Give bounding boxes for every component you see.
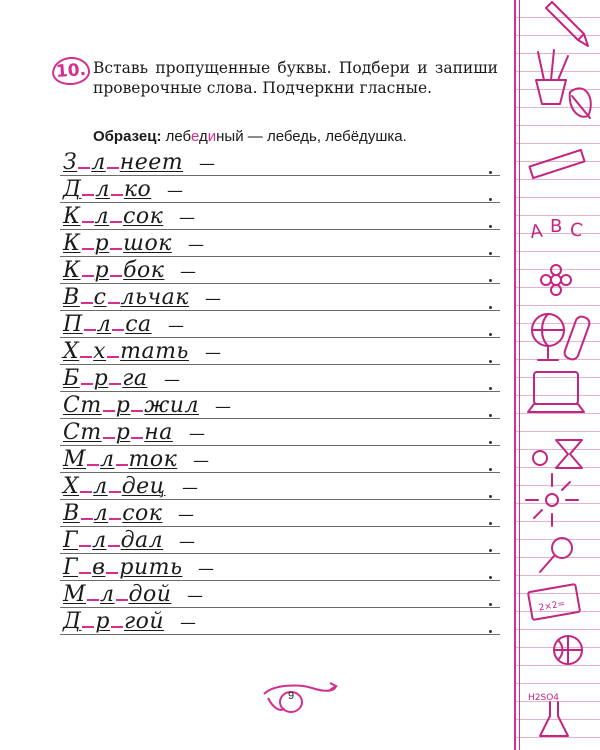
missing-letter-gap[interactable] (107, 356, 119, 358)
leaf-icon (570, 88, 591, 118)
missing-letter-gap[interactable] (111, 194, 123, 196)
missing-letter-gap[interactable] (82, 626, 94, 628)
word-with-gaps: М л ток (63, 447, 178, 472)
globe-icon (532, 314, 564, 360)
missing-letter-gap[interactable] (81, 518, 93, 520)
missing-letter-gap[interactable] (103, 437, 115, 439)
row-dash: — (179, 208, 195, 227)
svg-text:A: A (528, 220, 544, 244)
pencil-cup-icon (536, 50, 568, 104)
missing-letter-gap[interactable] (87, 599, 99, 601)
flower-icon (526, 474, 578, 526)
missing-letter-gap[interactable] (80, 356, 92, 358)
magnifier-icon (540, 538, 572, 572)
exercise-rows (60, 152, 500, 638)
missing-letter-gap[interactable] (116, 599, 128, 601)
word-with-gaps: Г в рить (63, 555, 183, 580)
hourglass-icon (533, 440, 582, 468)
word-with-gaps: П л са (63, 312, 152, 337)
word-with-gaps: Ст р жил (63, 393, 199, 418)
missing-letter-gap[interactable] (84, 329, 96, 331)
missing-letter-gap[interactable] (131, 437, 143, 439)
exercise-row (60, 314, 500, 341)
missing-letter-gap[interactable] (87, 464, 99, 466)
line-end-dot (489, 576, 492, 579)
row-dash: — (205, 343, 221, 362)
svg-text:C: C (568, 218, 584, 242)
ruler-icon (529, 150, 584, 178)
exercise-row (60, 449, 500, 476)
exercise-row (60, 287, 500, 314)
exercise-row (60, 368, 500, 395)
missing-letter-gap[interactable] (108, 545, 120, 547)
word-with-gaps: Х л дец (63, 474, 166, 499)
missing-letter-gap[interactable] (109, 518, 121, 520)
row-dash: — (205, 289, 221, 308)
chalkboard-text: 2×2= (538, 599, 566, 614)
laptop-icon (528, 372, 584, 412)
line-end-dot (489, 360, 492, 363)
word-with-gaps: Х х тать (63, 339, 189, 364)
sample-word: лебединый (165, 128, 244, 145)
line-end-dot (489, 198, 492, 201)
line-end-dot (489, 279, 492, 282)
page-number-block (260, 680, 340, 720)
exercise-row (60, 557, 500, 584)
word-with-gaps: З л неет (63, 150, 184, 175)
missing-letter-gap[interactable] (80, 491, 92, 493)
chalkboard-icon (528, 584, 580, 620)
exercise-row (60, 395, 500, 422)
missing-letter-gap[interactable] (110, 248, 122, 250)
row-dash: — (180, 262, 196, 281)
sample-check-words: лебедь, лебёдушка. (266, 128, 407, 145)
word-with-gaps: К л сок (63, 204, 164, 229)
exercise-row (60, 422, 500, 449)
row-dash: — (168, 316, 184, 335)
word-with-gaps: Г л дал (63, 528, 164, 553)
missing-letter-gap[interactable] (116, 464, 128, 466)
word-with-gaps: Б р га (63, 366, 148, 391)
exercise-row (60, 530, 500, 557)
missing-letter-gap[interactable] (131, 410, 143, 412)
doodle-strip (514, 0, 600, 750)
exercise-row (60, 206, 500, 233)
exercise-row (60, 611, 500, 638)
line-end-dot (489, 333, 492, 336)
line-end-dot (489, 414, 492, 417)
line-end-dot (489, 549, 492, 552)
basketball-icon (554, 636, 582, 664)
flask-icon (528, 693, 568, 736)
row-dash: — (167, 181, 183, 200)
row-dash: — (199, 154, 215, 173)
exercise-row (60, 260, 500, 287)
missing-letter-gap[interactable] (82, 275, 94, 277)
missing-letter-gap[interactable] (82, 194, 94, 196)
flask-text: H2SO4 (528, 693, 560, 703)
missing-letter-gap[interactable] (82, 248, 94, 250)
exercise-row (60, 584, 500, 611)
missing-letter-gap[interactable] (108, 302, 120, 304)
line-end-dot (489, 522, 492, 525)
exercise-row (60, 503, 500, 530)
line-end-dot (489, 495, 492, 498)
exercise-row (60, 152, 500, 179)
pencil-icon (546, 2, 588, 46)
missing-letter-gap[interactable] (110, 275, 122, 277)
word-with-gaps: К р шок (63, 231, 172, 256)
exercise-row (60, 341, 500, 368)
row-dash: — (180, 613, 196, 632)
exercise-row (60, 233, 500, 260)
missing-letter-gap[interactable] (81, 383, 93, 385)
missing-letter-gap[interactable] (107, 167, 119, 169)
word-with-gaps: К р бок (63, 258, 165, 283)
sample-dash: — (247, 128, 263, 145)
exercise-row (60, 476, 500, 503)
row-dash: — (215, 397, 231, 416)
line-end-dot (489, 225, 492, 228)
row-dash: — (189, 424, 205, 443)
line-end-dot (489, 252, 492, 255)
row-dash: — (182, 478, 198, 497)
missing-letter-gap[interactable] (111, 626, 123, 628)
svg-text:B: B (550, 216, 563, 237)
page-swirl-icon (260, 680, 340, 720)
row-dash: — (179, 532, 195, 551)
word-with-gaps: В л сок (63, 501, 163, 526)
row-dash: — (193, 451, 209, 470)
word-with-gaps: Д л ко (63, 177, 152, 202)
line-end-dot (489, 306, 492, 309)
line-end-dot (489, 171, 492, 174)
line-end-dot (489, 441, 492, 444)
missing-letter-gap[interactable] (106, 572, 118, 574)
line-end-dot (489, 603, 492, 606)
missing-letter-gap[interactable] (79, 545, 91, 547)
row-dash: — (164, 370, 180, 389)
word-with-gaps: М л дой (63, 582, 172, 607)
line-end-dot (489, 468, 492, 471)
paint-palette-icon (563, 315, 591, 361)
missing-letter-gap[interactable] (110, 221, 122, 223)
missing-letter-gap[interactable] (112, 329, 124, 331)
exercise-instruction: Вставь пропущенные буквы. Подбери и запиши проверочные слова. Подчеркни гласные. (93, 59, 498, 97)
row-dash: — (187, 586, 203, 605)
row-dash: — (198, 559, 214, 578)
sample-line (93, 128, 493, 145)
missing-letter-gap[interactable] (109, 383, 121, 385)
word-with-gaps: Д р гой (63, 609, 165, 634)
row-dash: — (188, 235, 204, 254)
row-dash: — (178, 505, 194, 524)
missing-letter-gap[interactable] (82, 221, 94, 223)
line-end-dot (489, 630, 492, 633)
missing-letter-gap[interactable] (103, 410, 115, 412)
exercise-number: 10. (51, 56, 91, 87)
missing-letter-gap[interactable] (81, 302, 93, 304)
missing-letter-gap[interactable] (79, 572, 91, 574)
word-with-gaps: Ст р на (63, 420, 173, 445)
exercise-row (60, 179, 500, 206)
sample-label: Образец: (93, 128, 162, 145)
missing-letter-gap[interactable] (78, 167, 90, 169)
flower-icon (541, 265, 571, 295)
page-number: 9 (287, 690, 295, 702)
abc-icon (529, 216, 584, 243)
word-with-gaps: В с льчак (63, 285, 189, 310)
missing-letter-gap[interactable] (109, 491, 121, 493)
line-end-dot (489, 387, 492, 390)
